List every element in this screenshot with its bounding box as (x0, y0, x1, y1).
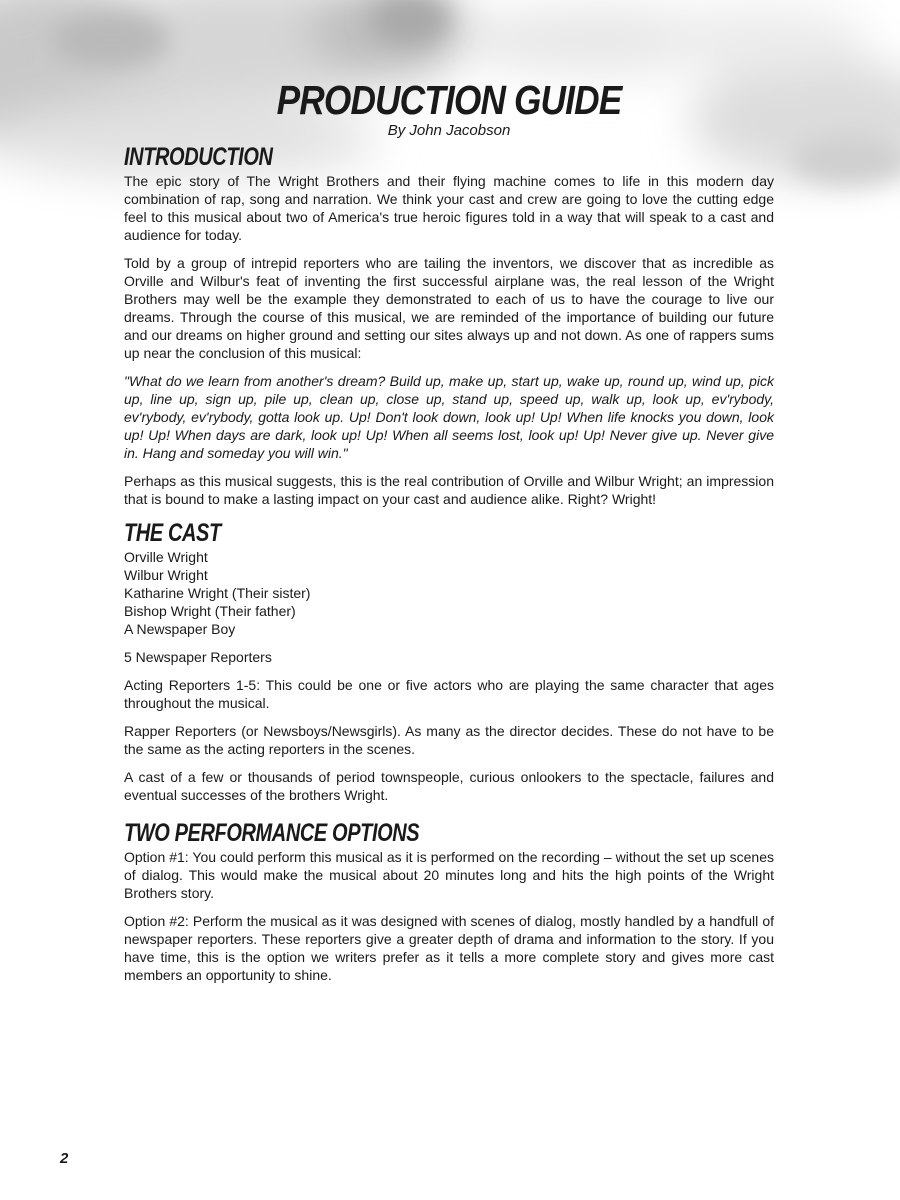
intro-paragraph: The epic story of The Wright Brothers and their flying machine comes to life in this modern day combination of rap, song and narration. We think your cast and crew are going to love the cutting edge feel to this musical about two of America's true heroic figures told in a way that will speak to a cast and audience for today. (124, 173, 774, 243)
cast-member: Katharine Wright (Their sister) (124, 585, 311, 601)
author-byline: By John Jacobson (387, 122, 511, 139)
intro-paragraph: Told by a group of intrepid reporters who are tailing the inventors, we discover that as incredible as Orville and Wilbur's feat of inventing the first successful airplane was, the real lesson of the Wright Brothers may well be the example they demonstrated to each of us to have the courage to live our dreams. Through the course of this musical, we are reminded of the importance of building our future and our dreams on higher ground and setting our sites always up and not down. As one of rappers sums up near the conclusion of this musical: (124, 255, 774, 361)
cast-paragraph: 5 Newspaper Reporters (124, 649, 272, 665)
introduction-section (124, 142, 774, 508)
cast-paragraph: Rapper Reporters (or Newsboys/Newsgirls). As many as the director decides. These do not have to be the same as the acting reporters in the scenes. (124, 723, 774, 757)
introduction-heading: INTRODUCTION (124, 143, 273, 171)
performance-options-section (124, 818, 774, 984)
cast-section (124, 518, 774, 804)
cast-member: Wilbur Wright (124, 567, 208, 583)
intro-paragraph: Perhaps as this musical suggests, this is the real contribution of Orville and Wilbur Wright; an impression that is bound to make a lasting impact on your cast and audience alike. Right? Wright! (124, 473, 774, 507)
rapper-quote: "What do we learn from another's dream? Build up, make up, start up, wake up, round up, wind up, pick up, line up, sign up, pile up, clean up, close up, stand up, speed up, walk up, look up, ev'rybody, ev'rybody, ev'rybody, gotta look up. Up! Don't look down, look up! Up! When life knocks you down, look up! Up! When days are dark, look up! Up! When all seems lost, look up! Up! Never give up. Never give in. Hang and someday you will win." (124, 373, 774, 461)
page-title: PRODUCTION GUIDE (276, 77, 622, 123)
cast-paragraph: A cast of a few or thousands of period townspeople, curious onlookers to the spectacle, failures and eventual successes of the brothers Wright. (124, 769, 774, 803)
option-paragraph: Option #1: You could perform this musical as it is performed on the recording – without the set up scenes of dialog. This would make the musical about 20 minutes long and hits the high points of the Wright Brothers story. (124, 849, 774, 901)
production-guide-page (124, 78, 774, 994)
cast-heading: THE CAST (124, 519, 221, 547)
option-paragraph: Option #2: Perform the musical as it was designed with scenes of dialog, mostly handled by a handfull of newspaper reporters. These reporters give a greater depth of drama and information to the story. If you have time, this is the option we writers prefer as it tells a more complete story and gives more cast members an opportunity to shine. (124, 913, 774, 983)
cast-member: A Newspaper Boy (124, 621, 236, 637)
cast-member: Bishop Wright (Their father) (124, 603, 296, 619)
page-number: 2 (60, 1150, 69, 1167)
cast-member: Orville Wright (124, 549, 208, 565)
cast-list (124, 548, 774, 638)
performance-options-heading: TWO PERFORMANCE OPTIONS (124, 819, 420, 847)
cast-paragraph: Acting Reporters 1-5: This could be one or five actors who are playing the same character that ages throughout the musical. (124, 677, 774, 711)
